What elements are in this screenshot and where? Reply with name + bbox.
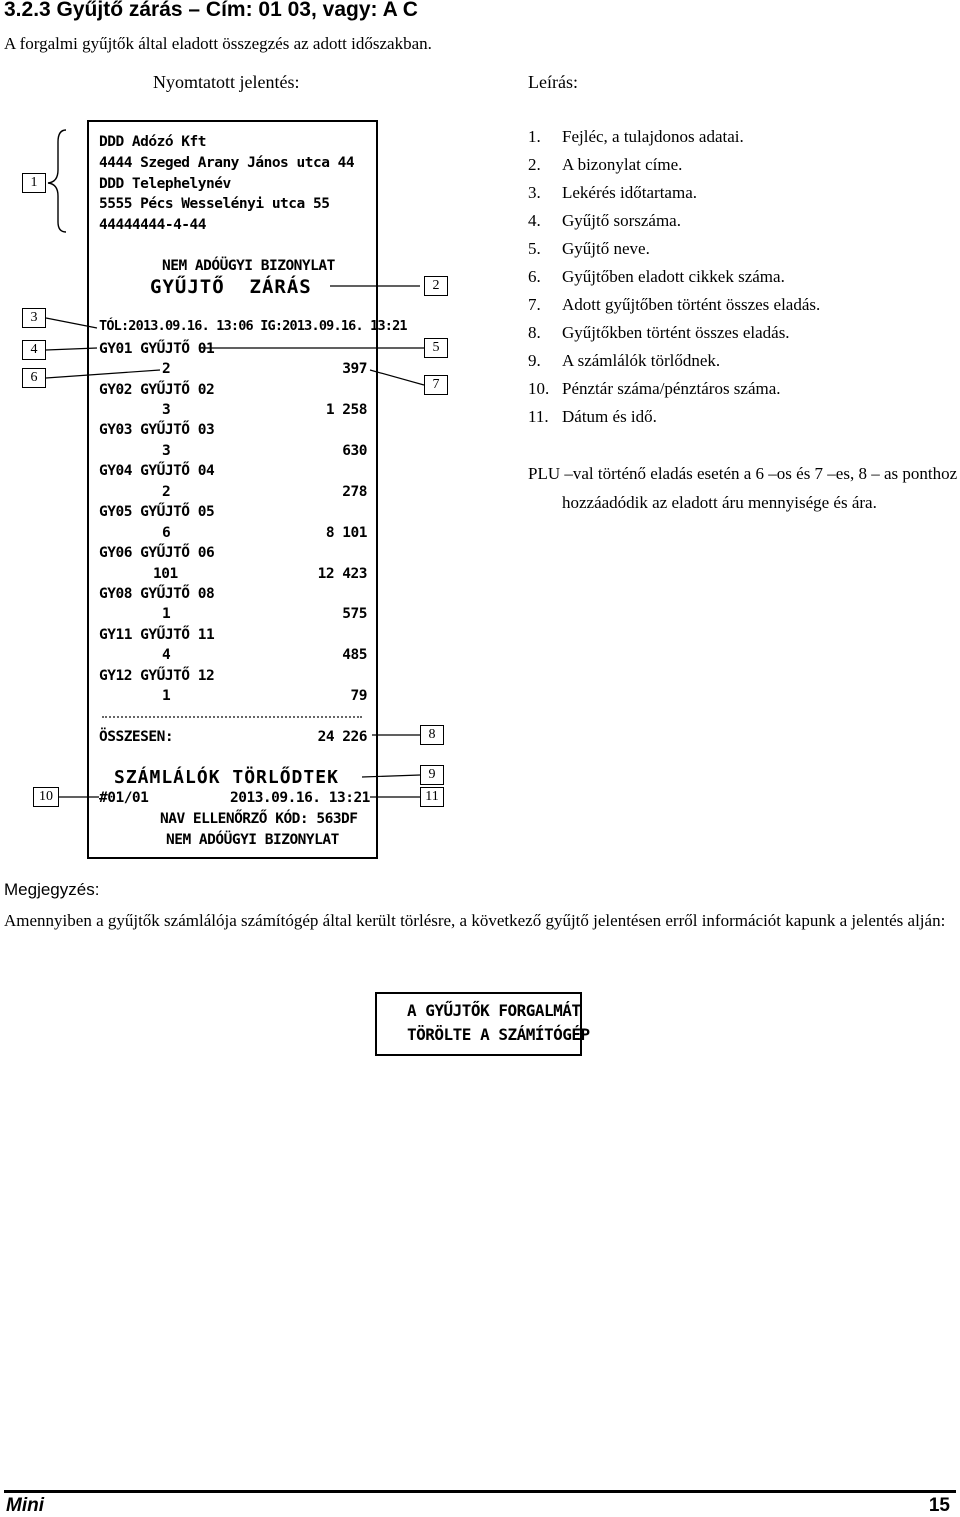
description-item: 8. Gyűjtőkben történt összes eladás. bbox=[528, 323, 790, 342]
marker-3: 3 bbox=[22, 308, 46, 328]
description-list bbox=[528, 123, 820, 431]
group-count: 2 bbox=[162, 484, 171, 500]
marker-4: 4 bbox=[22, 340, 46, 360]
receipt-datetime: 2013.09.16. 13:21 bbox=[230, 790, 370, 806]
group-amount: 575 bbox=[342, 606, 367, 622]
description-item: 10. Pénztár száma/pénztáros száma. bbox=[528, 379, 781, 398]
marker-10: 10 bbox=[33, 787, 59, 807]
receipt-header-line: DDD Telephelynév bbox=[99, 176, 231, 192]
receipt-period: TÓL:2013.09.16. 13:06 IG:2013.09.16. 13:21 bbox=[99, 318, 407, 334]
group-amount: 12 423 bbox=[317, 566, 367, 582]
note-title: Megjegyzés: bbox=[4, 880, 100, 899]
receipt-register-number: #01/01 bbox=[99, 790, 149, 806]
marker-11: 11 bbox=[420, 787, 444, 807]
receipt-title: GYŰJTŐ ZÁRÁS bbox=[150, 276, 312, 298]
group-name: GY02 GYŰJTŐ 02 bbox=[99, 382, 215, 398]
footer-rule bbox=[4, 1490, 956, 1493]
section-intro: A forgalmi gyűjtők által eladott összegzés az adott időszakban. bbox=[4, 34, 432, 53]
marker-5: 5 bbox=[424, 338, 448, 358]
group-amount: 278 bbox=[342, 484, 367, 500]
group-count: 2 bbox=[162, 361, 171, 377]
group-name: GY01 GYŰJTŐ 01 bbox=[99, 341, 215, 357]
receipt-doc-type-bottom: NEM ADÓÜGYI BIZONYLAT bbox=[166, 832, 339, 848]
page-number: 15 bbox=[928, 1495, 950, 1516]
receipt-doc-type: NEM ADÓÜGYI BIZONYLAT bbox=[162, 258, 335, 274]
group-name: GY06 GYŰJTŐ 06 bbox=[99, 545, 215, 561]
receipt-total-value: 24 226 bbox=[317, 729, 367, 745]
description-item: 3. Lekérés időtartama. bbox=[528, 183, 697, 202]
group-count: 1 bbox=[162, 688, 171, 704]
mini-receipt-line: A GYŰJTŐK FORGALMÁT bbox=[407, 1001, 581, 1020]
group-count: 6 bbox=[162, 525, 171, 541]
receipt-header-line: 5555 Pécs Wesselényi utca 55 bbox=[99, 196, 330, 212]
description-item: 4. Gyűjtő sorszáma. bbox=[528, 211, 681, 230]
group-amount: 1 258 bbox=[325, 402, 367, 418]
group-count: 3 bbox=[162, 402, 171, 418]
marker-6: 6 bbox=[22, 368, 46, 388]
section-heading: 3.2.3 Gyűjtő zárás – Cím: 01 03, vagy: A C bbox=[4, 0, 418, 21]
mini-receipt-line: TÖRÖLTE A SZÁMÍTÓGÉP bbox=[407, 1025, 590, 1044]
marker-9: 9 bbox=[420, 765, 444, 785]
group-name: GY12 GYŰJTŐ 12 bbox=[99, 668, 215, 684]
group-count: 101 bbox=[153, 566, 178, 582]
group-amount: 630 bbox=[342, 443, 367, 459]
group-amount: 79 bbox=[350, 688, 367, 704]
description-item: 9. A számlálók törlődnek. bbox=[528, 351, 721, 370]
group-count: 4 bbox=[162, 647, 171, 663]
group-count: 1 bbox=[162, 606, 171, 622]
description-item: 11. Dátum és idő. bbox=[528, 407, 657, 426]
description-item: 7. Adott gyűjtőben történt összes eladás. bbox=[528, 295, 821, 314]
group-name: GY08 GYŰJTŐ 08 bbox=[99, 586, 215, 602]
receipt-total-label: ÖSSZESEN: bbox=[99, 729, 174, 745]
group-amount: 8 101 bbox=[325, 525, 367, 541]
marker-7: 7 bbox=[424, 375, 448, 395]
group-name: GY03 GYŰJTŐ 03 bbox=[99, 422, 215, 438]
group-name: GY05 GYŰJTŐ 05 bbox=[99, 504, 215, 520]
group-amount: 485 bbox=[342, 647, 367, 663]
marker-8: 8 bbox=[420, 725, 444, 745]
description-label: Leírás: bbox=[528, 72, 578, 92]
marker-2: 2 bbox=[424, 276, 448, 296]
description-item: 6. Gyűjtőben eladott cikkek száma. bbox=[528, 267, 785, 286]
receipt-header-line: DDD Adózó Kft bbox=[99, 134, 206, 150]
receipt-nav-code: NAV ELLENŐRZŐ KÓD: 563DF bbox=[160, 811, 358, 827]
group-name: GY11 GYŰJTŐ 11 bbox=[99, 627, 215, 643]
group-name: GY04 GYŰJTŐ 04 bbox=[99, 463, 215, 479]
marker-1: 1 bbox=[22, 173, 46, 193]
group-count: 3 bbox=[162, 443, 171, 459]
footer-product-name: Mini bbox=[6, 1495, 44, 1516]
group-amount: 397 bbox=[342, 361, 367, 377]
printed-report-label: Nyomtatott jelentés: bbox=[153, 72, 300, 92]
plu-note: PLU –val történő eladás esetén a 6 –os és 7 –es, 8 – as ponthoz hozzáadódik az eladott áru mennyisége és ára. bbox=[528, 464, 958, 512]
description-item: 1. Fejléc, a tulajdonos adatai. bbox=[528, 127, 744, 146]
receipt-header-line: 44444444-4-44 bbox=[99, 217, 206, 233]
note-body: Amennyiben a gyűjtők számlálója számítógép által került törlésre, a következő gyűjtő jelentésen erről információt kapunk a jelentés alján: bbox=[4, 911, 946, 930]
receipt-header-line: 4444 Szeged Arany János utca 44 bbox=[99, 155, 355, 171]
description-item: 2. A bizonylat címe. bbox=[528, 155, 683, 174]
description-item: 5. Gyűjtő neve. bbox=[528, 239, 650, 258]
receipt-counters-cleared: SZÁMLÁLÓK TÖRLŐDTEK bbox=[114, 767, 339, 788]
